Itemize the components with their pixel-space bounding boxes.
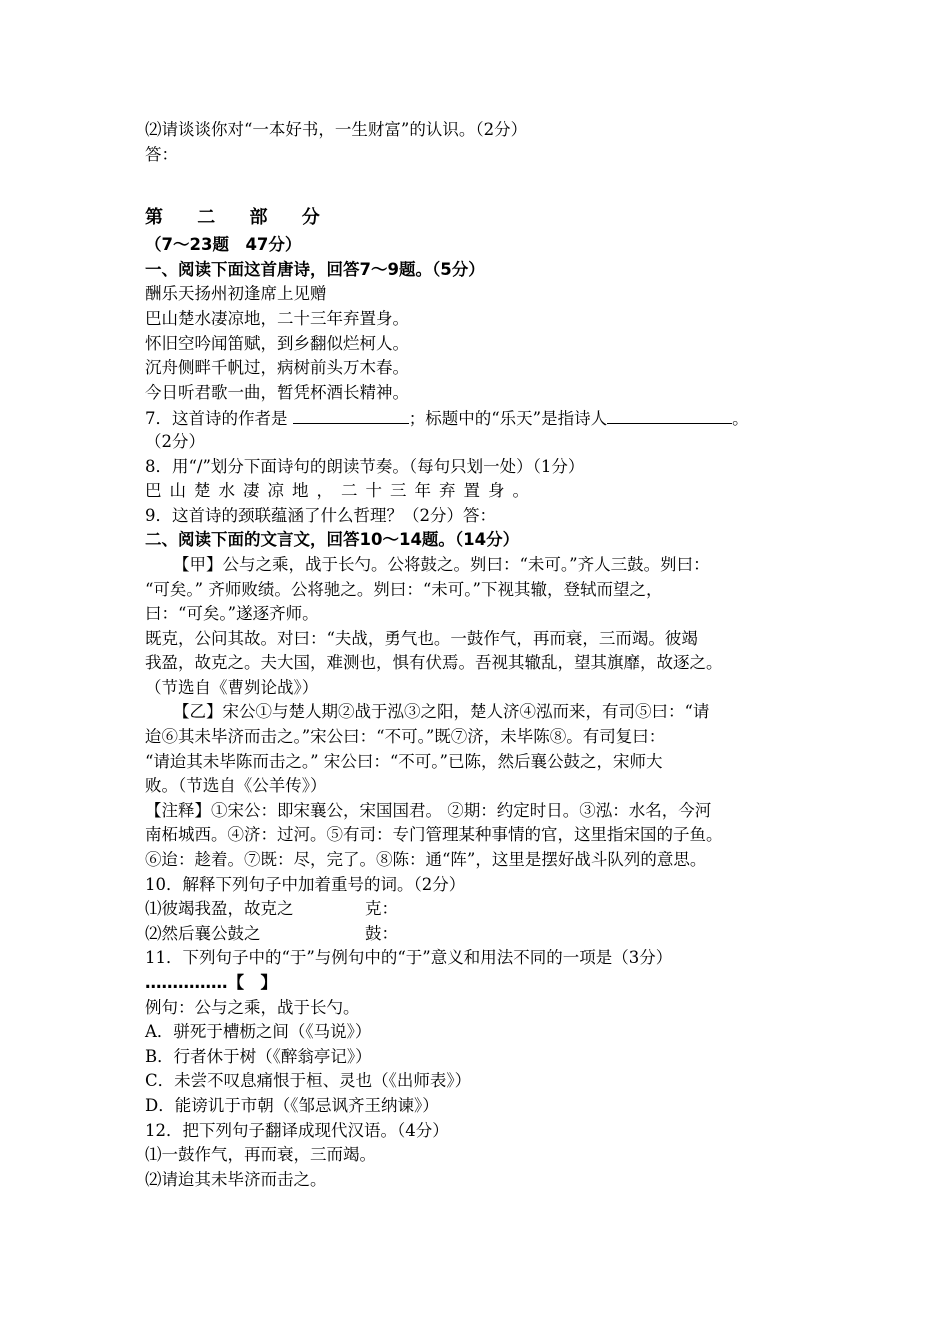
question-10-2-word: 鼓：	[365, 923, 398, 943]
poem-line: 沉舟侧畔千帆过，病树前头万木春。	[145, 358, 409, 378]
part-range: （7～23题 47分）	[145, 235, 302, 255]
annotation-line: 南柘城西。④济：过河。⑤有司：专门管理某种事情的官，这里指宋国的子鱼。	[145, 825, 723, 845]
question-11-example: 例句：公与之乘，战于长勺。	[145, 997, 360, 1017]
poem-line: 今日听君歌一曲，暂凭杯酒长精神。	[145, 382, 409, 402]
annotation-line: ⑥迨：趁着。⑦既：尽，完了。⑧陈：通“阵”，这里是摆好战斗队列的意思。	[145, 850, 707, 870]
passage-jia-line: 曰：“可矣。”遂逐齐师。	[145, 604, 319, 624]
question-10-1	[145, 897, 825, 922]
option-a: A．骈死于槽枥之间（《马说》）	[145, 1022, 372, 1042]
question-12: 12．把下列句子翻译成现代汉语。（4分）	[145, 1120, 449, 1140]
passage-yi-line: “请迨其未毕陈而击之。” 宋公曰：“不可。”已陈，然后襄公鼓之，宋师大	[145, 751, 663, 771]
question-7-score: （2分）	[145, 431, 205, 451]
question-10-1-sentence: ⑴彼竭我盈，故克之	[145, 899, 294, 919]
question-7-text-b: ；标题中的“乐天”是指诗人	[408, 409, 608, 429]
passage-yi-source: 败。（节选自《公羊传》）	[145, 776, 327, 796]
passage-jia-line: 我盈，故克之。夫大国，难测也，惧有伏焉。吾视其辙乱，望其旗靡，故逐之。	[145, 653, 723, 673]
question-7-text-a: 7．这首诗的作者是	[145, 409, 288, 429]
question-8-verse: 巴山楚水凄凉地，二十三年弃置身。	[145, 481, 537, 501]
passage-jia-line: 【甲】公与之乘，战于长勺。公将鼓之。刿曰：“未可。”齐人三鼓。刿曰：	[173, 554, 710, 574]
spacer	[145, 167, 825, 203]
exam-page	[145, 118, 825, 1192]
question-7	[145, 405, 825, 430]
section-1-heading: 一、阅读下面这首唐诗，回答7～9题。（5分）	[145, 259, 485, 279]
question-12-1: ⑴一鼓作气，再而衰，三而竭。	[145, 1145, 376, 1165]
question-11: 11．下列句子中的“于”与例句中的“于”意义和用法不同的一项是（3分）	[145, 948, 673, 968]
answer-blank-poet[interactable]	[607, 405, 732, 424]
option-c: C．未尝不叹息痛恨于桓、灵也（《出师表》）	[145, 1071, 472, 1091]
passage-yi-line: 【乙】宋公①与楚人期②战于泓③之阳，楚人济④泓而来，有司⑤曰：“请	[173, 702, 710, 722]
passage-jia-source: （节选自《曹刿论战》）	[145, 677, 319, 697]
question-10-1-word: 克：	[365, 899, 398, 919]
passage-jia-line: 既克，公问其故。对曰：“夫战，勇气也。一鼓作气，再而衰，三而竭。彼竭	[145, 628, 698, 648]
question-11-answer-bracket: ……………【 】	[145, 973, 277, 992]
question-10: 10．解释下列句子中加着重号的词。（2分）	[145, 874, 466, 894]
answer-blank-author[interactable]	[293, 405, 409, 424]
poem-title: 酬乐天扬州初逢席上见赠	[145, 284, 327, 304]
passage-jia-line: “可矣。” 齐师败绩。公将驰之。刿曰：“未可。”下视其辙，登轼而望之，	[145, 579, 663, 599]
question-12-2: ⑵请迨其未毕济而击之。	[145, 1169, 327, 1189]
section-2-heading: 二、阅读下面的文言文，回答10～14题。（14分）	[145, 530, 520, 550]
question-8: 8．用“/”划分下面诗句的朗读节奏。（每句只划一处）（1分）	[145, 456, 585, 476]
answer-label: 答：	[145, 144, 178, 164]
passage-yi-line: 迨⑥其未毕济而击之。”宋公曰：“不可。”既⑦济，未毕陈⑧。有司复曰：	[145, 727, 666, 747]
option-d: D．能谤讥于市朝（《邹忌讽齐王纳谏》）	[145, 1095, 439, 1115]
question-9: 9．这首诗的颈联蕴涵了什么哲理？（2分）答：	[145, 505, 496, 525]
question-10-2	[145, 922, 825, 947]
poem-line: 怀旧空吟闻笛赋，到乡翻似烂柯人。	[145, 333, 409, 353]
question-10-2-sentence: ⑵然后襄公鼓之	[145, 923, 261, 943]
part-title: 第 二 部 分	[145, 207, 334, 229]
poem-line: 巴山楚水凄凉地，二十三年弃置身。	[145, 308, 409, 328]
question-6-2: ⑵请谈谈你对“一本好书，一生财富”的认识。（2分）	[145, 120, 528, 139]
option-b: B．行者休于树（《醉翁亭记》）	[145, 1046, 372, 1066]
annotation-line: 【注释】①宋公：即宋襄公，宋国国君。 ②期：约定时日。③泓：水名，今河	[145, 800, 712, 820]
question-7-text-c: 。	[732, 409, 749, 429]
